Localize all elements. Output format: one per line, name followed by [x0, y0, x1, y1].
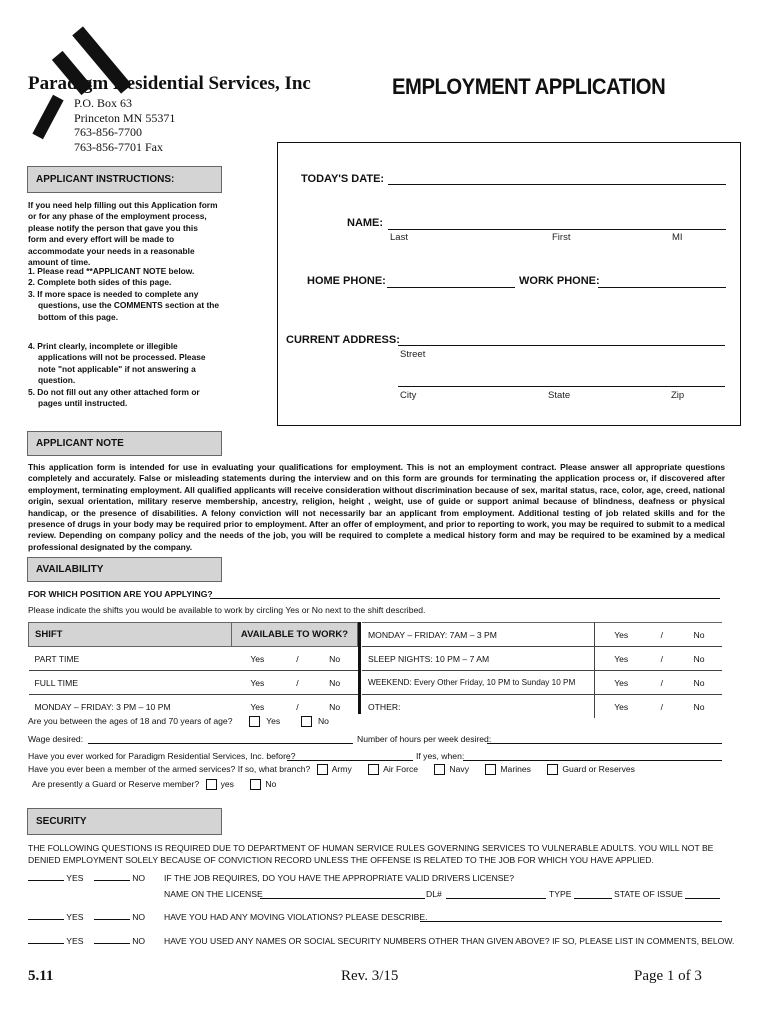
- guard-question: Are presently a Guard or Reserve member?: [32, 779, 200, 789]
- table-row: [362, 647, 722, 671]
- q3-no-blank[interactable]: [94, 943, 130, 944]
- guard-reserves-checkbox[interactable]: [547, 764, 558, 775]
- if-yes-when-label: If yes, when:: [416, 751, 465, 761]
- instructions-heading: APPLICANT INSTRUCTIONS:: [27, 166, 222, 193]
- state-issue-field[interactable]: [685, 898, 720, 899]
- no-option[interactable]: No: [693, 701, 705, 712]
- worked-before-field[interactable]: [287, 760, 413, 761]
- navy-label: Navy: [449, 764, 469, 774]
- name-last-caption: Last: [390, 232, 408, 243]
- hours-label: Number of hours per week desired:: [357, 734, 492, 744]
- license-name-label: NAME ON THE LICENSE: [164, 889, 263, 899]
- age-question: Are you between the ages of 18 and 70 years of age?: [28, 716, 233, 726]
- todays-date-label: TODAY'S DATE:: [301, 173, 385, 185]
- age-yes-checkbox[interactable]: [249, 716, 260, 727]
- instructions-list: [28, 266, 223, 409]
- table-row: [29, 671, 358, 695]
- position-question: FOR WHICH POSITION ARE YOU APPLYING?: [28, 589, 213, 599]
- table-row: [362, 695, 722, 719]
- applicant-note-text: This application form is intended for use in evaluating your qualifications for employment. This is not an employment contract. Please answer all appropriate questions completely and accurately. False or misleading statements during the interview and on this form are grounds for terminating the application process or, if discovered after employment, terminating employment. All qualified applicants will receive consideration without discrimination because of sex, marital status, race, color, age, creed, national origin, sexual orientation, military reserve membership, ancestry, religion, height , weight, use of guide or support animal because of blindness, deafness or physical handicap, or the presence of disabilities. A felony conviction will not necessarily bar an applicant from employment. Additional testing of job related skills and for the presence of drugs in your body may be required prior to employment. After an offer of employment, and prior to reporting to work, you may be required to submit to a medical review. Depending on company policy and the needs of the job, you will be required to complete a medical history form and may be required to be examined by a medical professional designated by the company.: [28, 462, 725, 552]
- separator: /: [660, 629, 663, 640]
- marines-label: Marines: [500, 764, 531, 774]
- guard-no-label: No: [265, 779, 277, 789]
- guard-yes-label: yes: [220, 779, 234, 789]
- work-phone-label: WORK PHONE:: [519, 275, 600, 287]
- hours-field[interactable]: [487, 743, 722, 744]
- page-title: EMPLOYMENT APPLICATION: [392, 74, 666, 99]
- current-address-label: CURRENT ADDRESS:: [286, 334, 400, 346]
- home-phone-field[interactable]: [387, 287, 515, 288]
- q3-no-label: NO: [132, 936, 146, 946]
- q3-yes-blank[interactable]: [28, 943, 64, 944]
- type-field[interactable]: [574, 898, 612, 899]
- other-names-question: HAVE YOU USED ANY NAMES OR SOCIAL SECURITY NUMBERS OTHER THAN GIVEN ABOVE? IF SO, PLEASE LIST IN COMMENTS, BELOW.: [164, 936, 735, 946]
- shift-label: OTHER:: [368, 701, 401, 712]
- no-option[interactable]: No: [693, 629, 705, 640]
- q2-yes-label: YES: [66, 912, 84, 922]
- zip-caption: Zip: [671, 390, 685, 401]
- army-label: Army: [331, 764, 352, 774]
- yes-option[interactable]: Yes: [250, 653, 265, 664]
- shift-instructions: Please indicate the shifts you would be available to work by circling Yes or No next to the shift described.: [28, 605, 426, 615]
- yes-option[interactable]: Yes: [595, 695, 648, 719]
- instructions-intro: If you need help filling out this Application form or for any phase of the employment process, please notify the person that gave you this form and every effort will be made to accommodate your needs in a reasonable amount of time.: [28, 200, 218, 268]
- age-yes-label: Yes: [266, 716, 281, 726]
- yes-option[interactable]: Yes: [250, 701, 265, 712]
- separator: /: [296, 701, 299, 712]
- q1-yes-blank[interactable]: [28, 880, 64, 881]
- separator: /: [296, 677, 299, 688]
- address-line: P.O. Box 63: [74, 96, 133, 110]
- instruction-item: 3. If more space is needed to complete any questions, use the COMMENTS section at the bottom of this page.: [28, 288, 220, 322]
- company-name: Paradigm Residential Services, Inc: [28, 73, 311, 94]
- no-option[interactable]: No: [693, 677, 705, 688]
- company-address: [74, 96, 175, 154]
- available-column-header: AVAILABLE TO WORK?: [232, 623, 358, 647]
- city-caption: City: [400, 390, 417, 401]
- dl-label: DL#: [426, 889, 442, 899]
- shift-label: MONDAY – FRIDAY: 7AM – 3 PM: [368, 629, 497, 640]
- shift-column-header: SHIFT: [29, 623, 232, 647]
- separator: /: [660, 701, 663, 712]
- form-number: 5.11: [28, 968, 54, 984]
- no-option[interactable]: No: [329, 677, 341, 688]
- table-row: [29, 695, 358, 719]
- table-row: [362, 671, 722, 695]
- name-field[interactable]: [388, 229, 726, 230]
- armed-question: Have you ever been a member of the armed services? If so, what branch?: [28, 764, 311, 774]
- shift-table-right: [362, 622, 722, 718]
- street-caption: Street: [400, 349, 426, 360]
- home-phone-label: HOME PHONE:: [307, 275, 386, 287]
- shift-label: MONDAY – FRIDAY: 3 PM – 10 PM: [34, 701, 171, 712]
- availability-heading: AVAILABILITY: [27, 557, 222, 582]
- license-question: IF THE JOB REQUIRES, DO YOU HAVE THE APPROPRIATE VALID DRIVERS LICENSE?: [164, 873, 515, 883]
- applicant-note-heading: APPLICANT NOTE: [27, 431, 222, 456]
- instruction-item: 2. Complete both sides of this page.: [28, 277, 172, 288]
- dl-field[interactable]: [446, 898, 546, 899]
- table-divider: [358, 622, 361, 714]
- state-caption: State: [548, 390, 571, 401]
- shift-label: SLEEP NIGHTS: 10 PM – 7 AM: [368, 653, 490, 664]
- guard-yes-checkbox[interactable]: [206, 779, 217, 790]
- separator: /: [660, 677, 663, 688]
- position-field[interactable]: [210, 598, 720, 599]
- instruction-item: 4. Print clearly, incomplete or illegible applications will not be processed. Please note "not applicable" if not answering a question.: [28, 341, 206, 386]
- guard-reserves-label: Guard or Reserves: [562, 764, 635, 774]
- security-q3-answers: [28, 936, 145, 946]
- moving-violations-question: HAVE YOU HAD ANY MOVING VIOLATIONS? PLEASE DESCRIBE.: [164, 912, 428, 922]
- age-no-checkbox[interactable]: [301, 716, 312, 727]
- yes-option[interactable]: Yes: [250, 677, 265, 688]
- when-field[interactable]: [463, 760, 722, 761]
- air-force-label: Air Force: [383, 764, 419, 774]
- instruction-item: 5. Do not fill out any other attached form or pages until instructed.: [28, 386, 200, 409]
- air-force-checkbox[interactable]: [368, 764, 379, 775]
- no-option[interactable]: No: [329, 653, 341, 664]
- wage-label: Wage desired:: [28, 734, 84, 744]
- q2-no-blank[interactable]: [94, 919, 130, 920]
- guard-member-row: [32, 779, 276, 790]
- shift-table-left: [28, 622, 358, 718]
- army-checkbox[interactable]: [317, 764, 328, 775]
- no-option[interactable]: No: [329, 701, 341, 712]
- shift-label: WEEKEND: Every Other Friday, 10 PM to Sunday 10 PM: [368, 678, 576, 687]
- todays-date-field[interactable]: [388, 184, 726, 185]
- armed-services-row: [28, 764, 635, 775]
- q2-yes-blank[interactable]: [28, 919, 64, 920]
- separator: /: [660, 653, 663, 664]
- name-label: NAME:: [347, 217, 384, 229]
- phone-line: 763-856-7700: [74, 125, 142, 139]
- state-issue-label: STATE OF ISSUE: [614, 889, 683, 899]
- security-text: THE FOLLOWING QUESTIONS IS REQUIRED DUE TO DEPARTMENT OF HUMAN SERVICE RULES GOVERNING SERVICES TO VULNERABLE ADULTS. YOU WILL NOT BE DENIED EMPLOYMENT SOLELY BECAUSE OF CONVICTION RECORD UNLESS THE OFFENSE IS RELATED TO THE JOB FOR WHICH YOU HAVE APPLIED.: [28, 843, 714, 865]
- age-no-label: No: [317, 716, 329, 726]
- instruction-item: 1. Please read **APPLICANT NOTE below.: [28, 266, 195, 276]
- revision: Rev. 3/15: [341, 968, 399, 984]
- name-first-caption: First: [552, 232, 571, 243]
- table-row: [29, 647, 358, 671]
- yes-option[interactable]: Yes: [595, 647, 648, 671]
- yes-option[interactable]: Yes: [595, 671, 648, 695]
- wage-field[interactable]: [88, 743, 353, 744]
- table-row: [362, 623, 722, 647]
- q2-no-label: NO: [132, 912, 146, 922]
- type-label: TYPE: [549, 889, 572, 899]
- security-heading: SECURITY: [27, 808, 222, 835]
- fax-line: 763-856-7701 Fax: [74, 139, 163, 154]
- marines-checkbox[interactable]: [485, 764, 496, 775]
- security-q1-answers: [28, 873, 145, 883]
- shift-label: PART TIME: [34, 653, 80, 664]
- q1-no-blank[interactable]: [94, 880, 130, 881]
- q1-yes-label: YES: [66, 873, 84, 883]
- q1-no-label: NO: [132, 873, 146, 883]
- security-q2-answers: [28, 912, 145, 922]
- name-mi-caption: MI: [672, 232, 683, 243]
- city-state-zip-field[interactable]: [398, 386, 725, 387]
- moving-violations-field[interactable]: [420, 921, 722, 922]
- work-phone-field[interactable]: [598, 287, 726, 288]
- address-line: Princeton MN 55371: [74, 110, 176, 125]
- license-name-field[interactable]: [260, 898, 425, 899]
- age-question-row: [28, 716, 329, 727]
- shift-label: FULL TIME: [34, 677, 78, 688]
- q3-yes-label: YES: [66, 936, 84, 946]
- guard-no-checkbox[interactable]: [250, 779, 261, 790]
- yes-option[interactable]: Yes: [595, 623, 648, 647]
- no-option[interactable]: No: [693, 653, 705, 664]
- street-field[interactable]: [398, 345, 725, 346]
- navy-checkbox[interactable]: [434, 764, 445, 775]
- separator: /: [296, 653, 299, 664]
- page-number: Page 1 of 3: [634, 968, 702, 984]
- worked-before-label: Have you ever worked for Paradigm Residential Services, Inc. before?: [28, 751, 296, 761]
